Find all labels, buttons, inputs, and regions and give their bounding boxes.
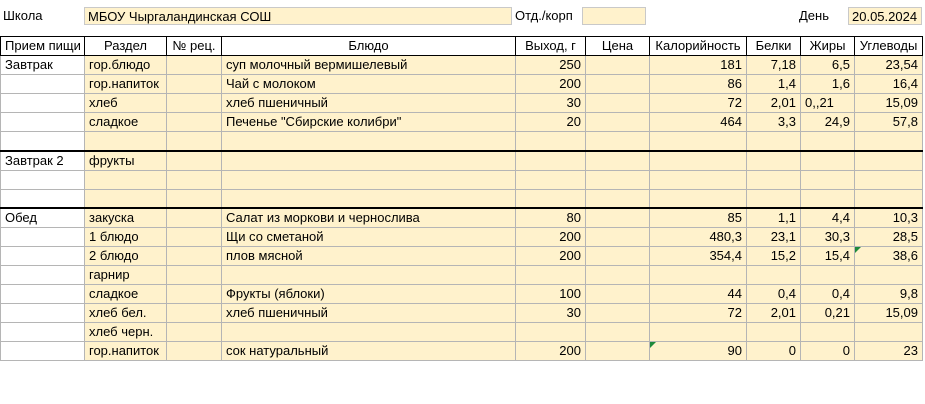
price-cell[interactable]: [586, 56, 650, 75]
carbs-cell[interactable]: 38,6: [855, 247, 923, 266]
dish-cell[interactable]: сок натуральный: [222, 342, 516, 361]
school-cell[interactable]: МБОУ Чыргаландинская СОШ: [84, 7, 512, 25]
table-row: [1, 113, 923, 132]
price-cell[interactable]: [586, 132, 650, 151]
protein-cell[interactable]: 15,2: [747, 247, 801, 266]
table-row: [1, 247, 923, 266]
dish-cell[interactable]: [222, 170, 516, 189]
kcal-cell[interactable]: 72: [650, 94, 747, 113]
price-cell[interactable]: [586, 113, 650, 132]
dish-cell[interactable]: Печенье "Сбирские колибри": [222, 113, 516, 132]
protein-cell[interactable]: 2,01: [747, 94, 801, 113]
meal-cell[interactable]: [1, 75, 85, 94]
col-header-carbs[interactable]: Углеводы: [855, 37, 923, 56]
price-cell[interactable]: [586, 75, 650, 94]
kcal-cell[interactable]: 85: [650, 208, 747, 228]
table-row: [1, 132, 923, 151]
recipe-cell[interactable]: [167, 113, 222, 132]
meal-cell[interactable]: [1, 304, 85, 323]
fat-cell[interactable]: 30,3: [801, 228, 855, 247]
kcal-cell[interactable]: 181: [650, 56, 747, 75]
section-cell[interactable]: гор.блюдо: [85, 56, 167, 75]
meal-cell[interactable]: [1, 247, 85, 266]
price-cell[interactable]: [586, 208, 650, 228]
meal-label-breakfast[interactable]: Завтрак: [1, 56, 85, 75]
kcal-cell[interactable]: 90: [650, 342, 747, 361]
dept-cell[interactable]: [582, 7, 646, 25]
yield-cell[interactable]: [516, 266, 586, 285]
kcal-cell[interactable]: [650, 151, 747, 171]
yield-cell[interactable]: 30: [516, 304, 586, 323]
protein-cell[interactable]: [747, 151, 801, 171]
section-cell[interactable]: гарнир: [85, 266, 167, 285]
carbs-cell[interactable]: 28,5: [855, 228, 923, 247]
carbs-cell[interactable]: 23: [855, 342, 923, 361]
price-cell[interactable]: [586, 304, 650, 323]
col-header-meal[interactable]: Прием пищи: [1, 37, 85, 56]
section-cell[interactable]: хлеб: [85, 94, 167, 113]
protein-cell[interactable]: [747, 266, 801, 285]
dish-cell[interactable]: [222, 189, 516, 208]
sheet-header: [0, 0, 925, 28]
kcal-cell[interactable]: 72: [650, 304, 747, 323]
recipe-cell[interactable]: [167, 208, 222, 228]
price-cell[interactable]: [586, 151, 650, 171]
section-cell[interactable]: фрукты: [85, 151, 167, 171]
fat-cell[interactable]: 24,9: [801, 113, 855, 132]
carbs-cell[interactable]: 16,4: [855, 75, 923, 94]
table-row: [1, 323, 923, 342]
meal-label-breakfast-2[interactable]: Завтрак 2: [1, 151, 85, 171]
dish-cell[interactable]: [222, 323, 516, 342]
carbs-cell[interactable]: 57,8: [855, 113, 923, 132]
price-cell[interactable]: [586, 285, 650, 304]
recipe-cell[interactable]: [167, 56, 222, 75]
meal-cell[interactable]: [1, 323, 85, 342]
col-header-section[interactable]: Раздел: [85, 37, 167, 56]
protein-cell[interactable]: 0: [747, 342, 801, 361]
dish-cell[interactable]: [222, 151, 516, 171]
fat-cell[interactable]: 6,5: [801, 56, 855, 75]
fat-cell[interactable]: 0: [801, 342, 855, 361]
recipe-cell[interactable]: [167, 285, 222, 304]
kcal-cell[interactable]: 44: [650, 285, 747, 304]
section-cell[interactable]: гор.напиток: [85, 342, 167, 361]
carbs-cell[interactable]: 9,8: [855, 285, 923, 304]
dish-cell[interactable]: [222, 132, 516, 151]
column-header-row: [1, 37, 923, 56]
protein-cell[interactable]: 7,18: [747, 56, 801, 75]
protein-cell[interactable]: 2,01: [747, 304, 801, 323]
yield-cell[interactable]: [516, 189, 586, 208]
fat-cell[interactable]: [801, 189, 855, 208]
table-row: [1, 170, 923, 189]
yield-cell[interactable]: 200: [516, 342, 586, 361]
section-cell[interactable]: 2 блюдо: [85, 247, 167, 266]
meal-cell[interactable]: [1, 189, 85, 208]
col-header-yield[interactable]: Выход, г: [516, 37, 586, 56]
dish-cell[interactable]: суп молочный вермишелевый: [222, 56, 516, 75]
carbs-cell[interactable]: 10,3: [855, 208, 923, 228]
table-row: [1, 189, 923, 208]
table-row: [1, 266, 923, 285]
fat-cell[interactable]: [801, 170, 855, 189]
price-cell[interactable]: [586, 94, 650, 113]
col-header-recipe[interactable]: № рец.: [167, 37, 222, 56]
recipe-cell[interactable]: [167, 75, 222, 94]
yield-cell[interactable]: 250: [516, 56, 586, 75]
col-header-dish[interactable]: Блюдо: [222, 37, 516, 56]
recipe-cell[interactable]: [167, 189, 222, 208]
dish-cell[interactable]: Салат из моркови и чернослива: [222, 208, 516, 228]
recipe-cell[interactable]: [167, 266, 222, 285]
yield-cell[interactable]: [516, 323, 586, 342]
yield-cell[interactable]: 30: [516, 94, 586, 113]
kcal-cell[interactable]: [650, 266, 747, 285]
fat-cell[interactable]: 0,4: [801, 285, 855, 304]
carbs-cell[interactable]: [855, 266, 923, 285]
table-row: [1, 304, 923, 323]
meal-cell[interactable]: [1, 228, 85, 247]
dish-cell[interactable]: хлеб пшеничный: [222, 304, 516, 323]
dept-label: Отд./корп: [515, 8, 573, 23]
fat-cell[interactable]: 0,,21: [801, 94, 855, 113]
yield-cell[interactable]: [516, 132, 586, 151]
section-cell[interactable]: сладкое: [85, 285, 167, 304]
carbs-cell[interactable]: 15,09: [855, 94, 923, 113]
meal-label-lunch[interactable]: Обед: [1, 208, 85, 228]
menu-table: [0, 36, 923, 361]
yield-cell[interactable]: [516, 151, 586, 171]
kcal-cell[interactable]: 86: [650, 75, 747, 94]
recipe-cell[interactable]: [167, 304, 222, 323]
table-row: [1, 228, 923, 247]
dish-cell[interactable]: Чай с молоком: [222, 75, 516, 94]
kcal-cell[interactable]: [650, 170, 747, 189]
meal-cell[interactable]: [1, 94, 85, 113]
meal-cell[interactable]: [1, 170, 85, 189]
yield-cell[interactable]: [516, 170, 586, 189]
fat-cell[interactable]: [801, 151, 855, 171]
day-label: День: [799, 8, 829, 23]
protein-cell[interactable]: 23,1: [747, 228, 801, 247]
yield-cell[interactable]: 200: [516, 228, 586, 247]
carbs-cell[interactable]: [855, 323, 923, 342]
yield-cell[interactable]: 20: [516, 113, 586, 132]
price-cell[interactable]: [586, 170, 650, 189]
recipe-cell[interactable]: [167, 323, 222, 342]
section-cell[interactable]: [85, 189, 167, 208]
col-header-price[interactable]: Цена: [586, 37, 650, 56]
meal-cell[interactable]: [1, 285, 85, 304]
section-cell[interactable]: 1 блюдо: [85, 228, 167, 247]
section-cell[interactable]: [85, 170, 167, 189]
fat-cell[interactable]: [801, 266, 855, 285]
col-header-fat[interactable]: Жиры: [801, 37, 855, 56]
table-row: [1, 208, 923, 228]
price-cell[interactable]: [586, 247, 650, 266]
table-row: [1, 285, 923, 304]
table-row: [1, 75, 923, 94]
recipe-cell[interactable]: [167, 342, 222, 361]
price-cell[interactable]: [586, 189, 650, 208]
recipe-cell[interactable]: [167, 94, 222, 113]
fat-cell[interactable]: 0,21: [801, 304, 855, 323]
table-row: [1, 94, 923, 113]
protein-cell[interactable]: 0,4: [747, 285, 801, 304]
kcal-cell[interactable]: 354,4: [650, 247, 747, 266]
yield-cell[interactable]: 80: [516, 208, 586, 228]
kcal-cell[interactable]: 464: [650, 113, 747, 132]
dish-cell[interactable]: хлеб пшеничный: [222, 94, 516, 113]
carbs-cell[interactable]: [855, 170, 923, 189]
fat-cell[interactable]: [801, 323, 855, 342]
price-cell[interactable]: [586, 342, 650, 361]
meal-cell[interactable]: [1, 266, 85, 285]
kcal-cell[interactable]: 480,3: [650, 228, 747, 247]
carbs-cell[interactable]: [855, 132, 923, 151]
protein-cell[interactable]: 1,1: [747, 208, 801, 228]
school-label: Школа: [3, 8, 43, 23]
kcal-cell[interactable]: [650, 189, 747, 208]
dish-cell[interactable]: плов мясной: [222, 247, 516, 266]
fat-cell[interactable]: 15,4: [801, 247, 855, 266]
table-row: [1, 56, 923, 75]
fat-cell[interactable]: 1,6: [801, 75, 855, 94]
col-header-kcal[interactable]: Калорийность: [650, 37, 747, 56]
yield-cell[interactable]: 200: [516, 75, 586, 94]
carbs-cell[interactable]: 15,09: [855, 304, 923, 323]
dish-cell[interactable]: Щи со сметаной: [222, 228, 516, 247]
fat-cell[interactable]: 4,4: [801, 208, 855, 228]
meal-cell[interactable]: [1, 342, 85, 361]
protein-cell[interactable]: 1,4: [747, 75, 801, 94]
table-row: [1, 151, 923, 171]
kcal-cell[interactable]: [650, 323, 747, 342]
table-row: [1, 342, 923, 361]
protein-cell[interactable]: [747, 132, 801, 151]
meal-cell[interactable]: [1, 132, 85, 151]
recipe-cell[interactable]: [167, 132, 222, 151]
carbs-cell[interactable]: 23,54: [855, 56, 923, 75]
protein-cell[interactable]: [747, 170, 801, 189]
kcal-cell[interactable]: [650, 132, 747, 151]
section-cell[interactable]: [85, 132, 167, 151]
section-cell[interactable]: хлеб бел.: [85, 304, 167, 323]
meal-cell[interactable]: [1, 113, 85, 132]
section-cell[interactable]: хлеб черн.: [85, 323, 167, 342]
yield-cell[interactable]: 100: [516, 285, 586, 304]
fat-cell[interactable]: [801, 132, 855, 151]
carbs-cell[interactable]: [855, 189, 923, 208]
protein-cell[interactable]: [747, 189, 801, 208]
day-cell[interactable]: 20.05.2024: [848, 7, 922, 25]
price-cell[interactable]: [586, 266, 650, 285]
price-cell[interactable]: [586, 228, 650, 247]
section-cell[interactable]: закуска: [85, 208, 167, 228]
col-header-protein[interactable]: Белки: [747, 37, 801, 56]
protein-cell[interactable]: [747, 323, 801, 342]
section-cell[interactable]: сладкое: [85, 113, 167, 132]
recipe-cell[interactable]: [167, 151, 222, 171]
recipe-cell[interactable]: [167, 228, 222, 247]
dish-cell[interactable]: [222, 266, 516, 285]
protein-cell[interactable]: 3,3: [747, 113, 801, 132]
recipe-cell[interactable]: [167, 247, 222, 266]
section-cell[interactable]: гор.напиток: [85, 75, 167, 94]
price-cell[interactable]: [586, 323, 650, 342]
carbs-cell[interactable]: [855, 151, 923, 171]
recipe-cell[interactable]: [167, 170, 222, 189]
yield-cell[interactable]: 200: [516, 247, 586, 266]
dish-cell[interactable]: Фрукты (яблоки): [222, 285, 516, 304]
